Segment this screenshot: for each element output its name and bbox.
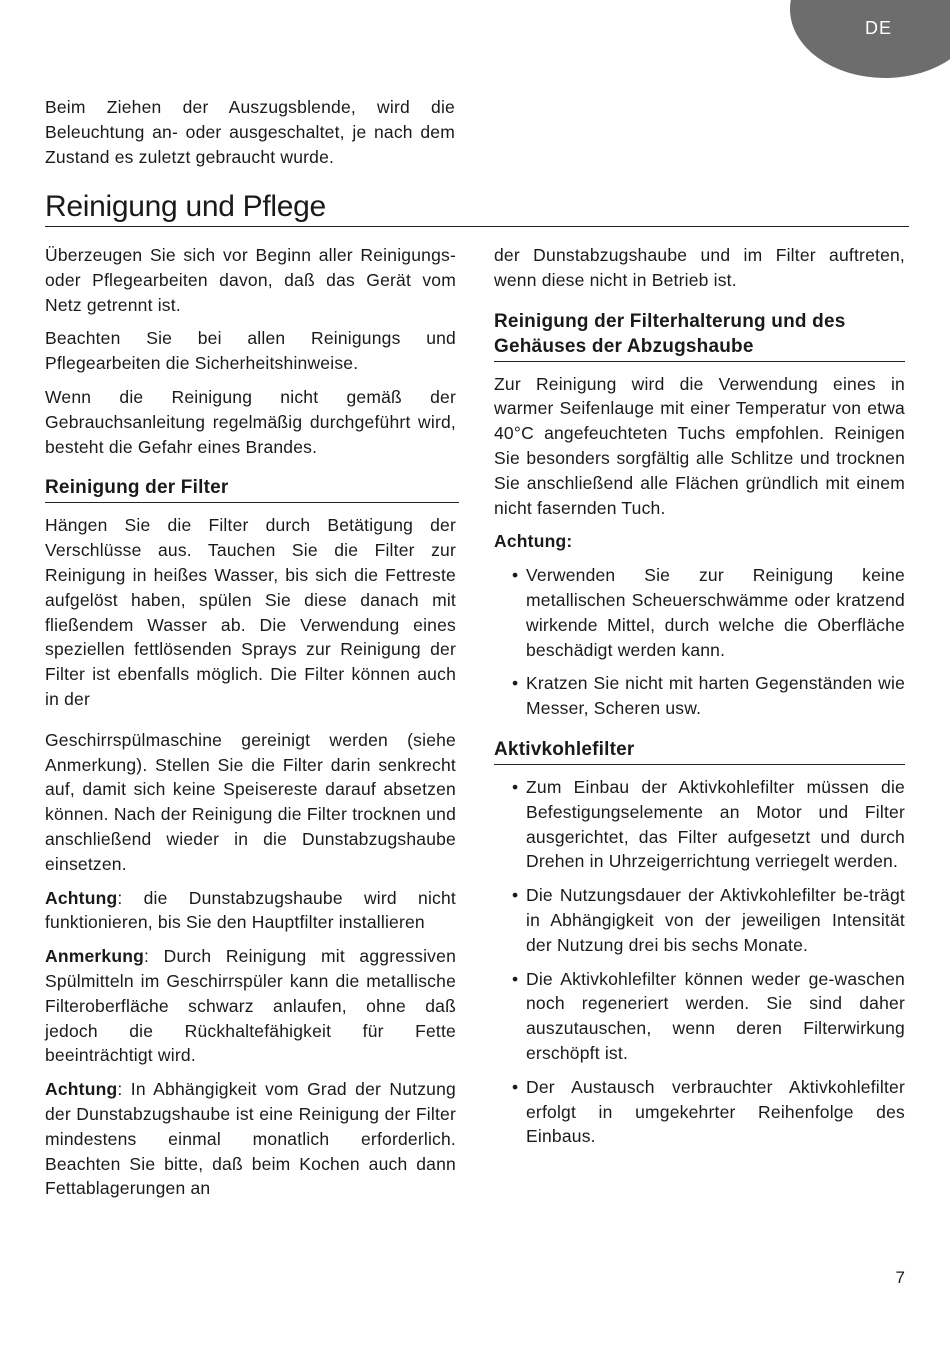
note-paragraph <box>45 944 456 1068</box>
carbon-filter-list <box>494 775 905 1149</box>
caution-label: Achtung: <box>494 531 573 552</box>
note-paragraph <box>45 1077 456 1201</box>
language-badge <box>790 0 950 78</box>
note-text: : die Dunstabzugshaube wird nicht funktionieren, bis Sie den Hauptfilter installieren <box>45 887 456 933</box>
list-item-text: Die Aktivkohlefilter können weder ge-waschen noch regeneriert werden. Sie sind daher auszutauschen, wenn deren Filterwirkung erschöpft ist. <box>526 968 905 1063</box>
list-item <box>494 1075 905 1149</box>
paragraph: Geschirrspülmaschine gereinigt werden (siehe Anmerkung). Stellen Sie die Filter darin senkrecht auf, damit sich keine Speisereste darauf absetzen können. Nach der Reinigung die Filter trocknen und anschließend wieder in die Dunstabzugshaube einsetzen. <box>45 729 456 874</box>
left-column <box>45 243 456 1210</box>
language-label: DE <box>864 18 892 38</box>
page-number: 7 <box>895 1268 905 1287</box>
bullet-icon: • <box>512 776 519 797</box>
list-item-text: Zum Einbau der Aktivkohlefilter müssen die Befestigungselemente an Motor und Filter ausgerichtet, das Filter aufgesetzt und durch Drehen in Uhrzeigerrichtung verriegelt werden. <box>526 776 905 872</box>
list-item-text: Die Nutzungsdauer der Aktivkohlefilter be-trägt in Abhängigkeit von der jeweiligen Intensität der Nutzung drei bis sechs Monate. <box>526 885 905 955</box>
note-label: Achtung <box>45 1079 118 1100</box>
list-item-text: Kratzen Sie nicht mit harten Gegenständen wie Messer, Scheren usw. <box>526 673 905 719</box>
note-text: : Durch Reinigung mit aggressiven Spülmitteln im Geschirrspüler kann die metallische Filteroberfläche schwarz anlaufen, ohne daß jedoch die Rückhaltefähigkeit für Fette beeinträchtigt wird. <box>45 946 456 1066</box>
list-item <box>494 775 905 874</box>
note-label: Anmerkung <box>45 946 145 967</box>
note-paragraph <box>45 886 456 936</box>
list-item <box>494 883 905 957</box>
subheading-housing-cleaning: Reinigung der Filterhalterung und des Gehäuses der Abzugshaube <box>494 309 905 362</box>
bullet-icon: • <box>512 1076 519 1097</box>
list-item-text: Der Austausch verbrauchter Aktivkohlefilter erfolgt in umgekehrter Reihenfolge des Einbaus. <box>526 1076 905 1147</box>
list-item <box>494 967 905 1066</box>
section-title: Reinigung und Pflege <box>45 190 909 227</box>
note-label: Achtung <box>45 887 118 908</box>
list-item-text: Verwenden Sie zur Reinigung keine metallischen Scheuerschwämme oder kratzend wirkende Mittel, durch welche die Oberfläche beschädigt werden kann. <box>526 565 905 660</box>
paragraph: Überzeugen Sie sich vor Beginn aller Reinigungs- oder Pflegearbeiten davon, daß das Gerät vom Netz getrennt ist. <box>45 245 456 315</box>
intro-paragraph: Beim Ziehen der Auszugsblende, wird die Beleuchtung an- oder ausgeschaltet, je nach dem Zustand es zuletzt gebraucht wurde. <box>45 97 455 167</box>
paragraph: Wenn die Reinigung nicht gemäß der Gebrauchsanleitung regelmäßig durchgeführt wird, besteht die Gefahr eines Brandes. <box>45 386 456 457</box>
paragraph: Hängen Sie die Filter durch Betätigung der Verschlüsse aus. Tauchen Sie die Filter zur Reinigung in heißes Wasser, bis sich die Fettreste aufgelöst haben, spülen Sie diese danach mit fließendem Wasser ab. Die Verwendung eines speziellen fettlösenden Sprays zur Reinigung der Filter ist ebenfalls möglich. Die Filter können auch in der <box>45 515 456 709</box>
list-item <box>494 671 905 721</box>
list-item <box>494 563 905 662</box>
intro-section <box>45 95 455 178</box>
bullet-icon: • <box>512 968 519 989</box>
caution-list <box>494 563 905 721</box>
paragraph: Beachten Sie bei allen Reinigungs und Pflegearbeiten die Sicherheitshinweise. <box>45 328 456 374</box>
subheading-filter-cleaning: Reinigung der Filter <box>45 475 459 503</box>
bullet-icon: • <box>512 565 519 586</box>
bullet-icon: • <box>512 885 519 906</box>
subheading-carbon-filter: Aktivkohlefilter <box>494 737 905 765</box>
note-text: : In Abhängigkeit vom Grad der Nutzung der Dunstabzugshaube ist eine Reinigung der Filter mindestens einmal monatlich erforderlich. Beachten Sie bitte, daß beim Kochen auch dann Fettablagerungen an <box>45 1079 456 1199</box>
right-column <box>494 243 905 1158</box>
paragraph: Zur Reinigung wird die Verwendung eines in warmer Seifenlauge mit einer Temperatur von etwa 40°C angefeuchteten Tuchs empfohlen. Reinigen Sie besonders sorgfältig alle Schlitze und trocknen Sie anschließend alle Flächen gründlich mit einem nicht fasernden Tuch. <box>494 373 905 518</box>
paragraph: der Dunstabzugshaube und im Filter auftreten, wenn diese nicht in Betrieb ist. <box>494 245 905 290</box>
bullet-icon: • <box>512 673 519 694</box>
